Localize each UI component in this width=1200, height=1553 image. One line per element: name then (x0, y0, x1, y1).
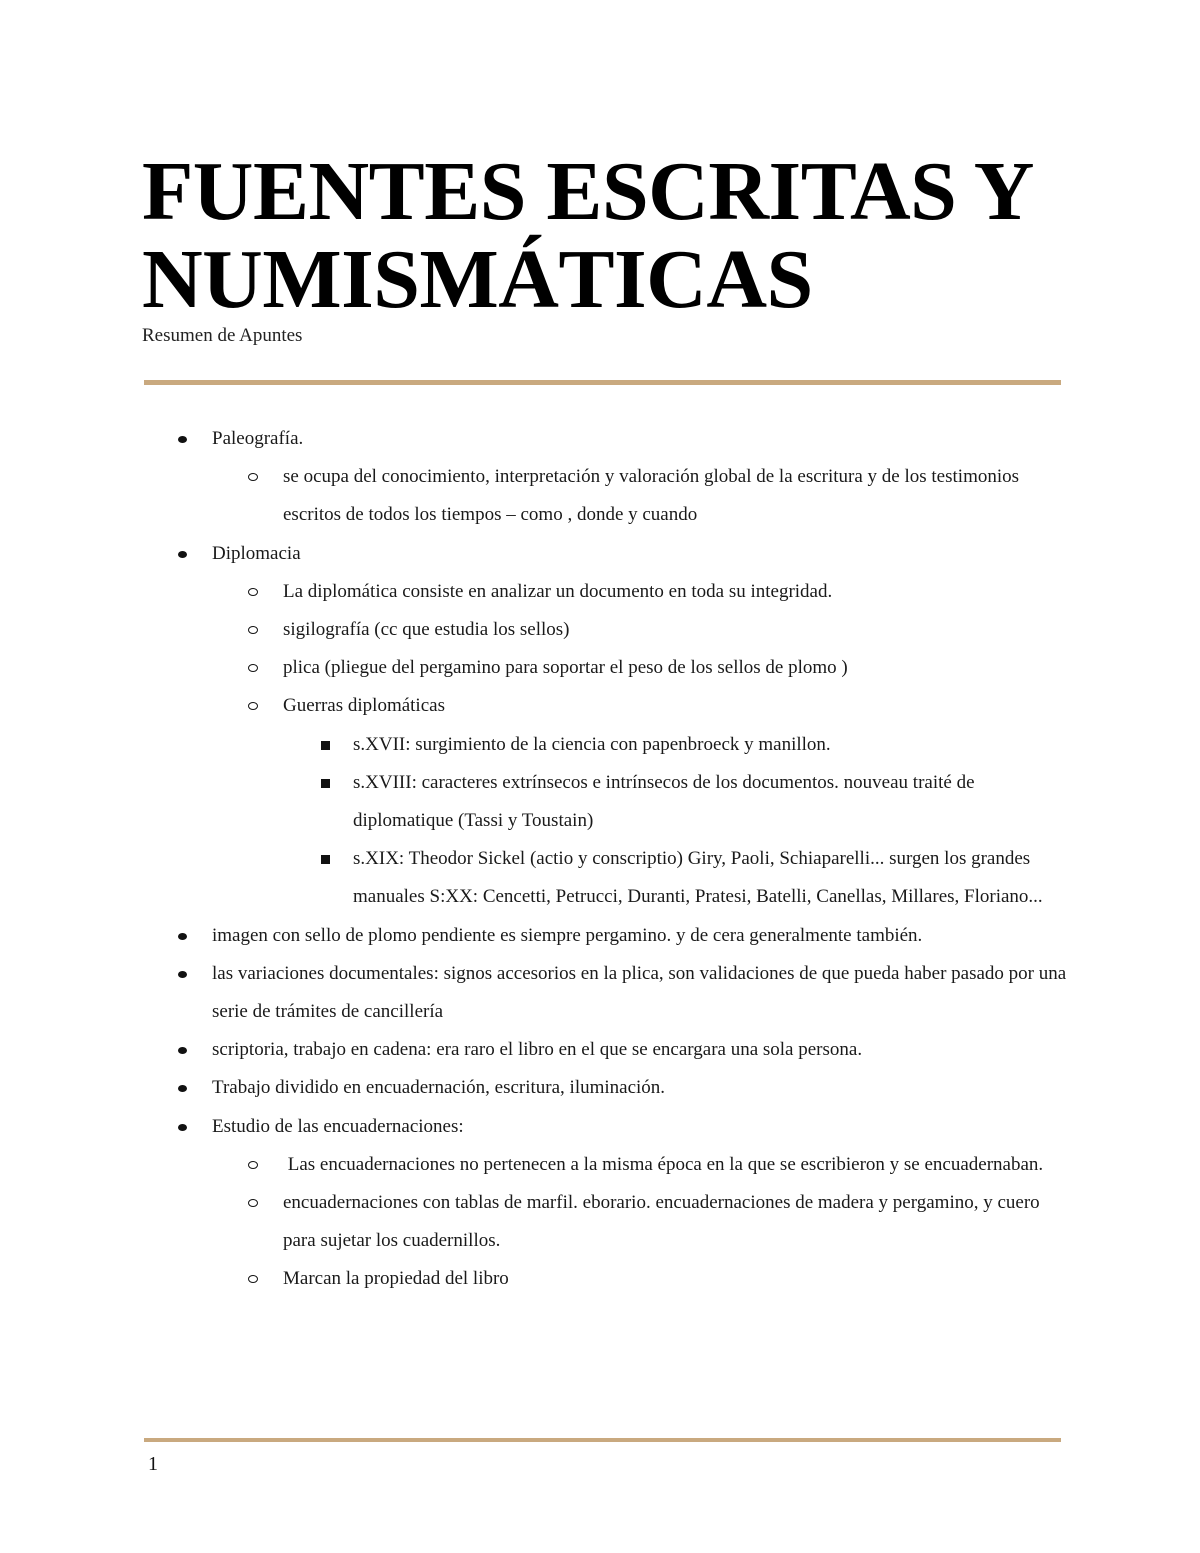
list-item-text: imagen con sello de plomo pendiente es siempre pergamino. y de cera generalmente también. (212, 924, 923, 946)
list-item-text: se ocupa del conocimiento, interpretación y valoración global de la escritura y de los testimonios escritos de todos los tiempos – como , donde y cuando (283, 466, 1024, 526)
list-item-text: La diplomática consiste en analizar un documento en toda su integridad. (283, 580, 833, 602)
list-item (0, 458, 1073, 534)
list-item (0, 917, 1072, 955)
list-item (0, 420, 1072, 458)
top-divider (144, 380, 1061, 385)
list-item-text: Estudio de las encuadernaciones: (212, 1115, 464, 1137)
list-item-text: plica (pliegue del pergamino para soportar el peso de los sellos de plomo ) (283, 657, 848, 679)
list-item (0, 764, 1073, 840)
list-item-text: sigilografía (cc que estudia los sellos) (283, 619, 570, 641)
page-number: 1 (148, 1453, 158, 1475)
list-item-text: Trabajo dividido en encuadernación, escritura, iluminación. (212, 1077, 666, 1099)
list-item (0, 1260, 1073, 1298)
list-item (0, 726, 1073, 764)
list-item-text: las variaciones documentales: signos accesorios en la plica, son validaciones de que pueda haber pasado por una serie de trámites de cancillería (212, 962, 1071, 1023)
list-item-text: s.XVIII: caracteres extrínsecos e intrínsecos de los documentos. nouveau traité de diplomatique (Tassi y Toustain) (353, 771, 980, 832)
list-item (0, 687, 1073, 725)
list-item (0, 1184, 1073, 1260)
list-item (0, 840, 1073, 916)
list-item (0, 649, 1073, 687)
list-item (0, 535, 1072, 573)
list-item (0, 955, 1072, 1031)
list-item (0, 573, 1073, 611)
list-item-text: Guerras diplomáticas (283, 695, 445, 717)
document-subtitle: Resumen de Apuntes (142, 325, 303, 346)
list-item (0, 1146, 1073, 1184)
list-item-text: Marcan la propiedad del libro (283, 1268, 509, 1290)
document-title: FUENTES ESCRITAS Y NUMISMÁTICAS (142, 145, 1031, 326)
list-item (0, 611, 1073, 649)
footer-divider (144, 1438, 1061, 1442)
list-item-text: scriptoria, trabajo en cadena: era raro el libro en el que se encargara una sola persona. (212, 1039, 863, 1061)
list-item-text: encuadernaciones con tablas de marfil. eborario. encuadernaciones de madera y pergamino, y cuero para sujetar los cuadernillos. (283, 1192, 1045, 1252)
list-item-text: Las encuadernaciones no pertenecen a la misma época en la que se escribieron y se encuadernaban. (283, 1153, 1044, 1175)
list-item (0, 1108, 1072, 1146)
notes-list (0, 420, 1200, 1299)
list-item (0, 1069, 1072, 1107)
list-item-text: s.XIX: Theodor Sickel (actio y conscriptio) Giry, Paoli, Schiaparelli... surgen los grandes manuales S:XX: Cencetti, Petrucci, Duranti, Pratesi, Batelli, Canellas, Millares, Floriano... (353, 848, 1043, 908)
list-item-text: s.XVII: surgimiento de la ciencia con papenbroeck y manillon. (353, 733, 831, 755)
list-item (0, 1031, 1072, 1069)
list-item-text: Paleografía. (212, 428, 304, 449)
list-item-text: Diplomacia (212, 542, 301, 564)
